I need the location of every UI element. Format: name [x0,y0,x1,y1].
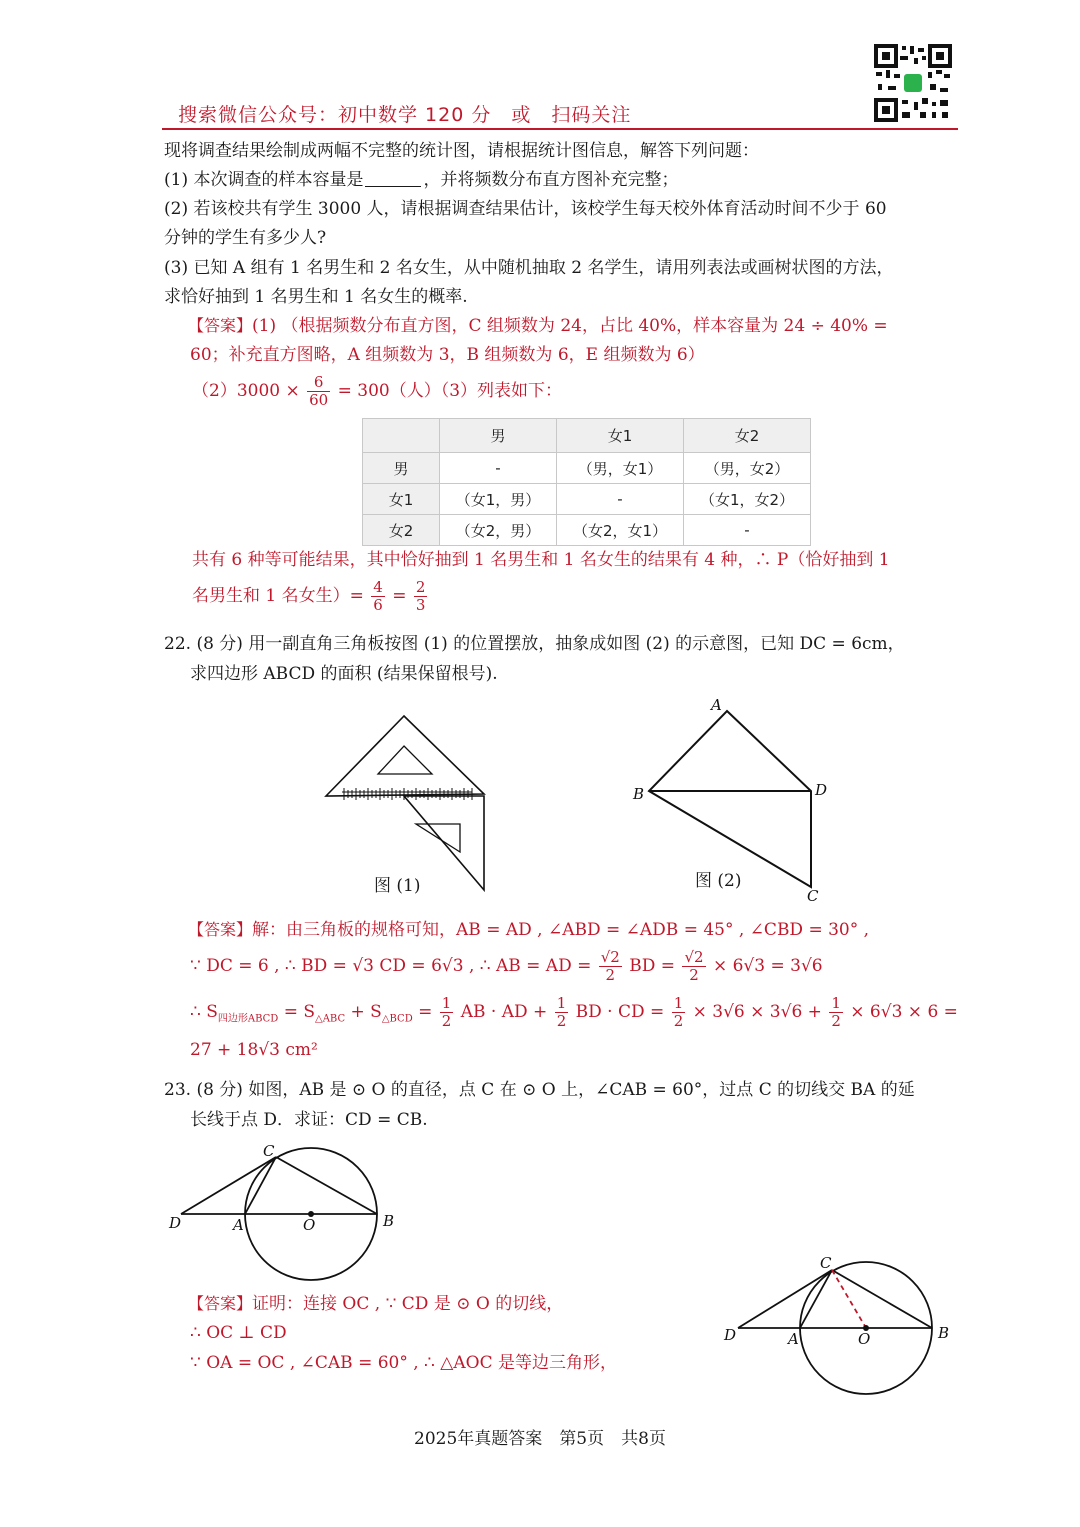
q21-intro: 现将调查结果绘制成两幅不完整的统计图，请根据统计图信息，解答下列问题： [164,141,759,161]
fraction-den: 6 [373,596,383,614]
point-label-a: A [711,696,722,714]
fraction [440,995,454,1030]
table-row [363,453,811,484]
fraction [414,579,428,614]
point-label-c: C [263,1142,275,1160]
table-cell: （男，女1） [557,453,684,484]
q21-answer-line1 [188,314,888,338]
fraction-den: 2 [441,1012,452,1030]
point-label-b: B [938,1324,950,1342]
q21-answer2-a: （2）3000 × [192,381,300,401]
table-header-row [363,419,811,453]
point-label-b: B [633,785,645,803]
circle-tangent-figure [165,1140,405,1282]
answer-blank [365,170,421,187]
fraction [555,995,569,1030]
circle-answer-figure [720,1250,960,1400]
q22-answer-l3-a: ∴ S [190,1002,218,1022]
fraction [371,579,385,614]
q21-answer1-a: (1) （根据频数分布直方图，C 组频数为 24，占比 40%，样本容量为 24 ÷ 40% = [252,316,888,336]
fraction-num: 1 [441,994,452,1012]
q22-answer-l2-b: BD = [629,956,676,976]
equals-sign: = [392,586,407,606]
q21-conclusion-b: 名男生和 1 名女生）= [192,586,364,606]
q21-part1-a: (1) 本次调查的样本容量是 [164,170,364,190]
fraction-num: √2 [600,948,620,966]
point-label-o: O [858,1330,871,1348]
table-cell: - [684,515,811,546]
q21-part2-line2: 分钟的学生有多少人? [164,228,327,248]
fraction-den: 2 [689,966,699,984]
q23-answer-line2: ∴ OC ⊥ CD [190,1323,287,1343]
point-label-o: O [303,1216,316,1234]
fraction-den: 2 [605,966,616,984]
q22-answer-l2-a: ∵ DC = 6 , ∴ BD = √3 CD = 6√3 , ∴ AB = AD = [190,956,592,976]
fraction-den: 3 [415,596,426,614]
q21-part1-b: ，并将频数分布直方图补充完整； [423,170,679,190]
q22-answer-l3-e: AB · AD + [460,1002,548,1022]
point-label-a: A [788,1330,799,1348]
q22-answer-l3-f: BD · CD = [575,1002,665,1022]
fraction-num: 1 [556,994,567,1012]
q21-part1 [164,168,678,192]
figure-2-label: 图 (2) [695,871,742,891]
fraction-num: 1 [831,994,841,1012]
table-cell: - [440,453,557,484]
point-label-a: A [233,1216,244,1234]
q23-answer-l1: 证明：连接 OC , ∵ CD 是 ⊙ O 的切线， [252,1294,564,1314]
fraction-num: 4 [373,578,383,596]
fraction [599,949,622,984]
q21-answer-line2: 60；补充直方图略，A 组频数为 3，B 组频数为 6，E 组频数为 6） [190,345,705,365]
answer-tag: 【答案】 [188,1294,253,1313]
q23-answer-line1 [188,1292,563,1316]
q22-answer-l2-c: × 6√3 = 3√6 [712,956,823,976]
table-cell: （女1，女2） [684,484,811,515]
table-row [363,484,811,515]
table-cell: 女1 [363,484,440,515]
q22-answer-line3 [190,994,958,1037]
subscript: 四边形ABCD [217,1013,279,1025]
point-label-c: C [820,1254,832,1272]
fraction [682,949,705,984]
subscript: △ABC [315,1013,346,1025]
q21-conclusion-line2 [192,578,429,614]
fraction-den: 2 [831,1012,841,1030]
q23-line2: 长线于点 D．求证：CD = CB. [190,1110,428,1130]
q21-part3-line1: (3) 已知 A 组有 1 名男生和 2 名女生，从中随机抽取 2 名学生，请用列表法或画树状图的方法， [164,258,894,278]
q22-answer-l3-d: = [418,1002,433,1022]
point-label-d: D [815,781,828,799]
fraction-den: 2 [673,1012,684,1030]
fraction [829,995,843,1030]
q22-answer-line4: 27 + 18√3 cm² [190,1040,318,1060]
q22-line2: 求四边形 ABCD 的面积 (结果保留根号). [190,664,498,684]
q22-answer-l3-b: = S [283,1002,316,1022]
q22-answer-l3-g: × 3√6 × 3√6 + [692,1002,822,1022]
q22-line1: 22. (8 分) 用一副直角三角板按图 (1) 的位置摆放，抽象成如图 (2) 的示意图，已知 DC = 6cm， [164,634,905,654]
table-cell: （女2，女1） [557,515,684,546]
fraction-num: 1 [673,994,684,1012]
table-cell: （女2，男） [440,515,557,546]
point-label-b: B [383,1212,395,1230]
fraction [672,995,686,1030]
header-banner-text: 搜索微信公众号：初中数学 120 分 或 扫码关注 [178,104,632,126]
q23-line1: 23. (8 分) 如图，AB 是 ⊙ O 的直径，点 C 在 ⊙ O 上，∠CAB = 60°，过点 C 的切线交 BA 的延 [164,1080,915,1100]
table-header-cell: 女2 [684,419,811,453]
point-label-d: D [724,1326,737,1344]
table-cell: （男，女2） [684,453,811,484]
q21-answer2-b: = 300（人）（3）列表如下： [337,381,563,401]
fraction [307,374,330,409]
answer-tag: 【答案】 [188,920,253,939]
q22-answer-line1 [188,918,869,942]
q22-answer-l1: 解：由三角板的规格可知，AB = AD , ∠ABD = ∠ADB = 45° , ∠CBD = 30° , [252,920,870,940]
fraction-num: 6 [307,374,330,392]
q23-answer-line3: ∵ OA = OC , ∠CAB = 60° , ∴ △AOC 是等边三角形， [190,1353,617,1373]
table-cell: 男 [363,453,440,484]
fraction-num: 2 [415,578,426,596]
header-divider [162,128,958,130]
q21-part2-line1: (2) 若该校共有学生 3000 人，请根据调查结果估计，该校学生每天校外体育活动时间不少于 60 [164,199,887,219]
q21-part3-line2: 求恰好抽到 1 名男生和 1 名女生的概率. [164,287,468,307]
subscript: △BCD [381,1013,413,1025]
table-row [363,515,811,546]
table-cell: - [557,484,684,515]
qr-code-icon [874,44,952,122]
fraction-num: √2 [684,948,704,966]
outcome-table [362,418,811,546]
page-footer: 2025年真题答案 第5页 共8页 [414,1429,666,1449]
q22-answer-l3-h: × 6√3 × 6 = [850,1002,958,1022]
fraction-den: 2 [556,1012,567,1030]
q21-answer-line3 [192,374,562,409]
table-header-cell: 男 [440,419,557,453]
fraction-den: 60 [309,391,329,409]
table-cell: （女1，男） [440,484,557,515]
table-header-cell: 女1 [557,419,684,453]
set-square-figure-1 [320,712,490,894]
answer-tag: 【答案】 [188,316,253,335]
figure-1-label: 图 (1) [374,876,421,896]
table-cell: 女2 [363,515,440,546]
q22-answer-l3-c: + S [350,1002,382,1022]
q22-answer-line2 [190,948,823,984]
q21-conclusion-line1: 共有 6 种等可能结果，其中恰好抽到 1 名男生和 1 名女生的结果有 4 种，∴ P（恰好抽到 1 [192,550,890,570]
table-header-cell [363,419,440,453]
point-label-c: C [807,887,819,905]
point-label-d: D [169,1214,182,1232]
